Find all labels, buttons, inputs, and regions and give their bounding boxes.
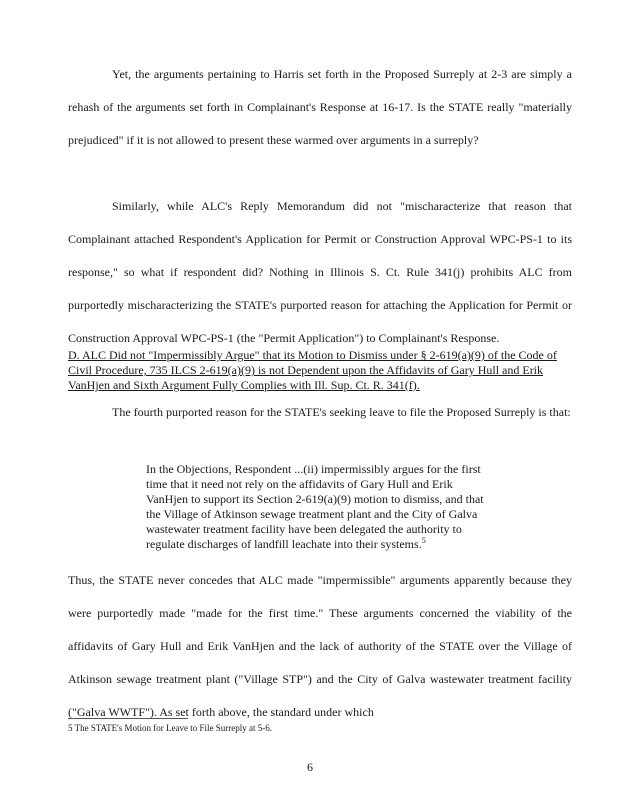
body-paragraph-4: Thus, the STATE never concedes that ALC made "impermissible" arguments apparently because they were purportedly made "made for the first time." These arguments concerned the viability of the affidavits of Gary Hull and Erik VanHjen and the lack of authority of the STATE over the Village of Atkinson sewage treatment plant ("Village STP") and the City of Galva wastewater treatment facility ("Galva WWTF"). As set forth above, the standard under which [68,573,572,719]
body-paragraph-3: The fourth purported reason for the STATE's seeking leave to file the Proposed Surreply is that: [112,405,571,419]
footnote-text: 5 The STATE's Motion for Leave to File Surreply at 5-6. [68,723,272,733]
footnote-divider [68,718,188,719]
block-quote [146,462,486,552]
section-heading-d: D. ALC Did not "Impermissibly Argue" that its Motion to Dismiss under § 2-619(a)(9) of the Code of Civil Procedure, 735 ILCS 2-619(a)(9) is not Dependent upon the Affidavits of Gary Hull and Erik VanHjen and Sixth Argument Fully Complies with Ill. Sup. Ct. R. 341(f). [68,348,557,392]
body-paragraph-1: Yet, the arguments pertaining to Harris set forth in the Proposed Surreply at 2-3 are simply a rehash of the arguments set forth in Complainant's Response at 16-17. Is the STATE really "materially prejudiced" if it is not allowed to present these warmed over arguments in a surreply? [68,67,572,147]
page-number: 6 [307,760,313,774]
block-quote-text: In the Objections, Respondent ...(ii) impermissibly argues for the first time that it need not rely on the affidavits of Gary Hull and Erik VanHjen to support its Section 2-619(a)(9) motion to dismiss, and that the Village of Atkinson sewage treatment plant and the City of Galva wastewater treatment facility have been delegated the authority to regulate discharges of landfill leachate into their systems. [146,462,484,551]
body-paragraph-2: Similarly, while ALC's Reply Memorandum did not "mischaracterize that reason that Complainant attached Respondent's Application for Permit or Construction Approval WPC-PS-1 to its response," so what if respondent did? Nothing in Illinois S. Ct. Rule 341(j) prohibits ALC from purportedly mischaracterizing the STATE's purported reason for attaching the Application for Permit or Construction Approval WPC-PS-1 (the "Permit Application") to Complainant's Response. [68,199,572,345]
footnote-reference: 5 [421,536,426,545]
